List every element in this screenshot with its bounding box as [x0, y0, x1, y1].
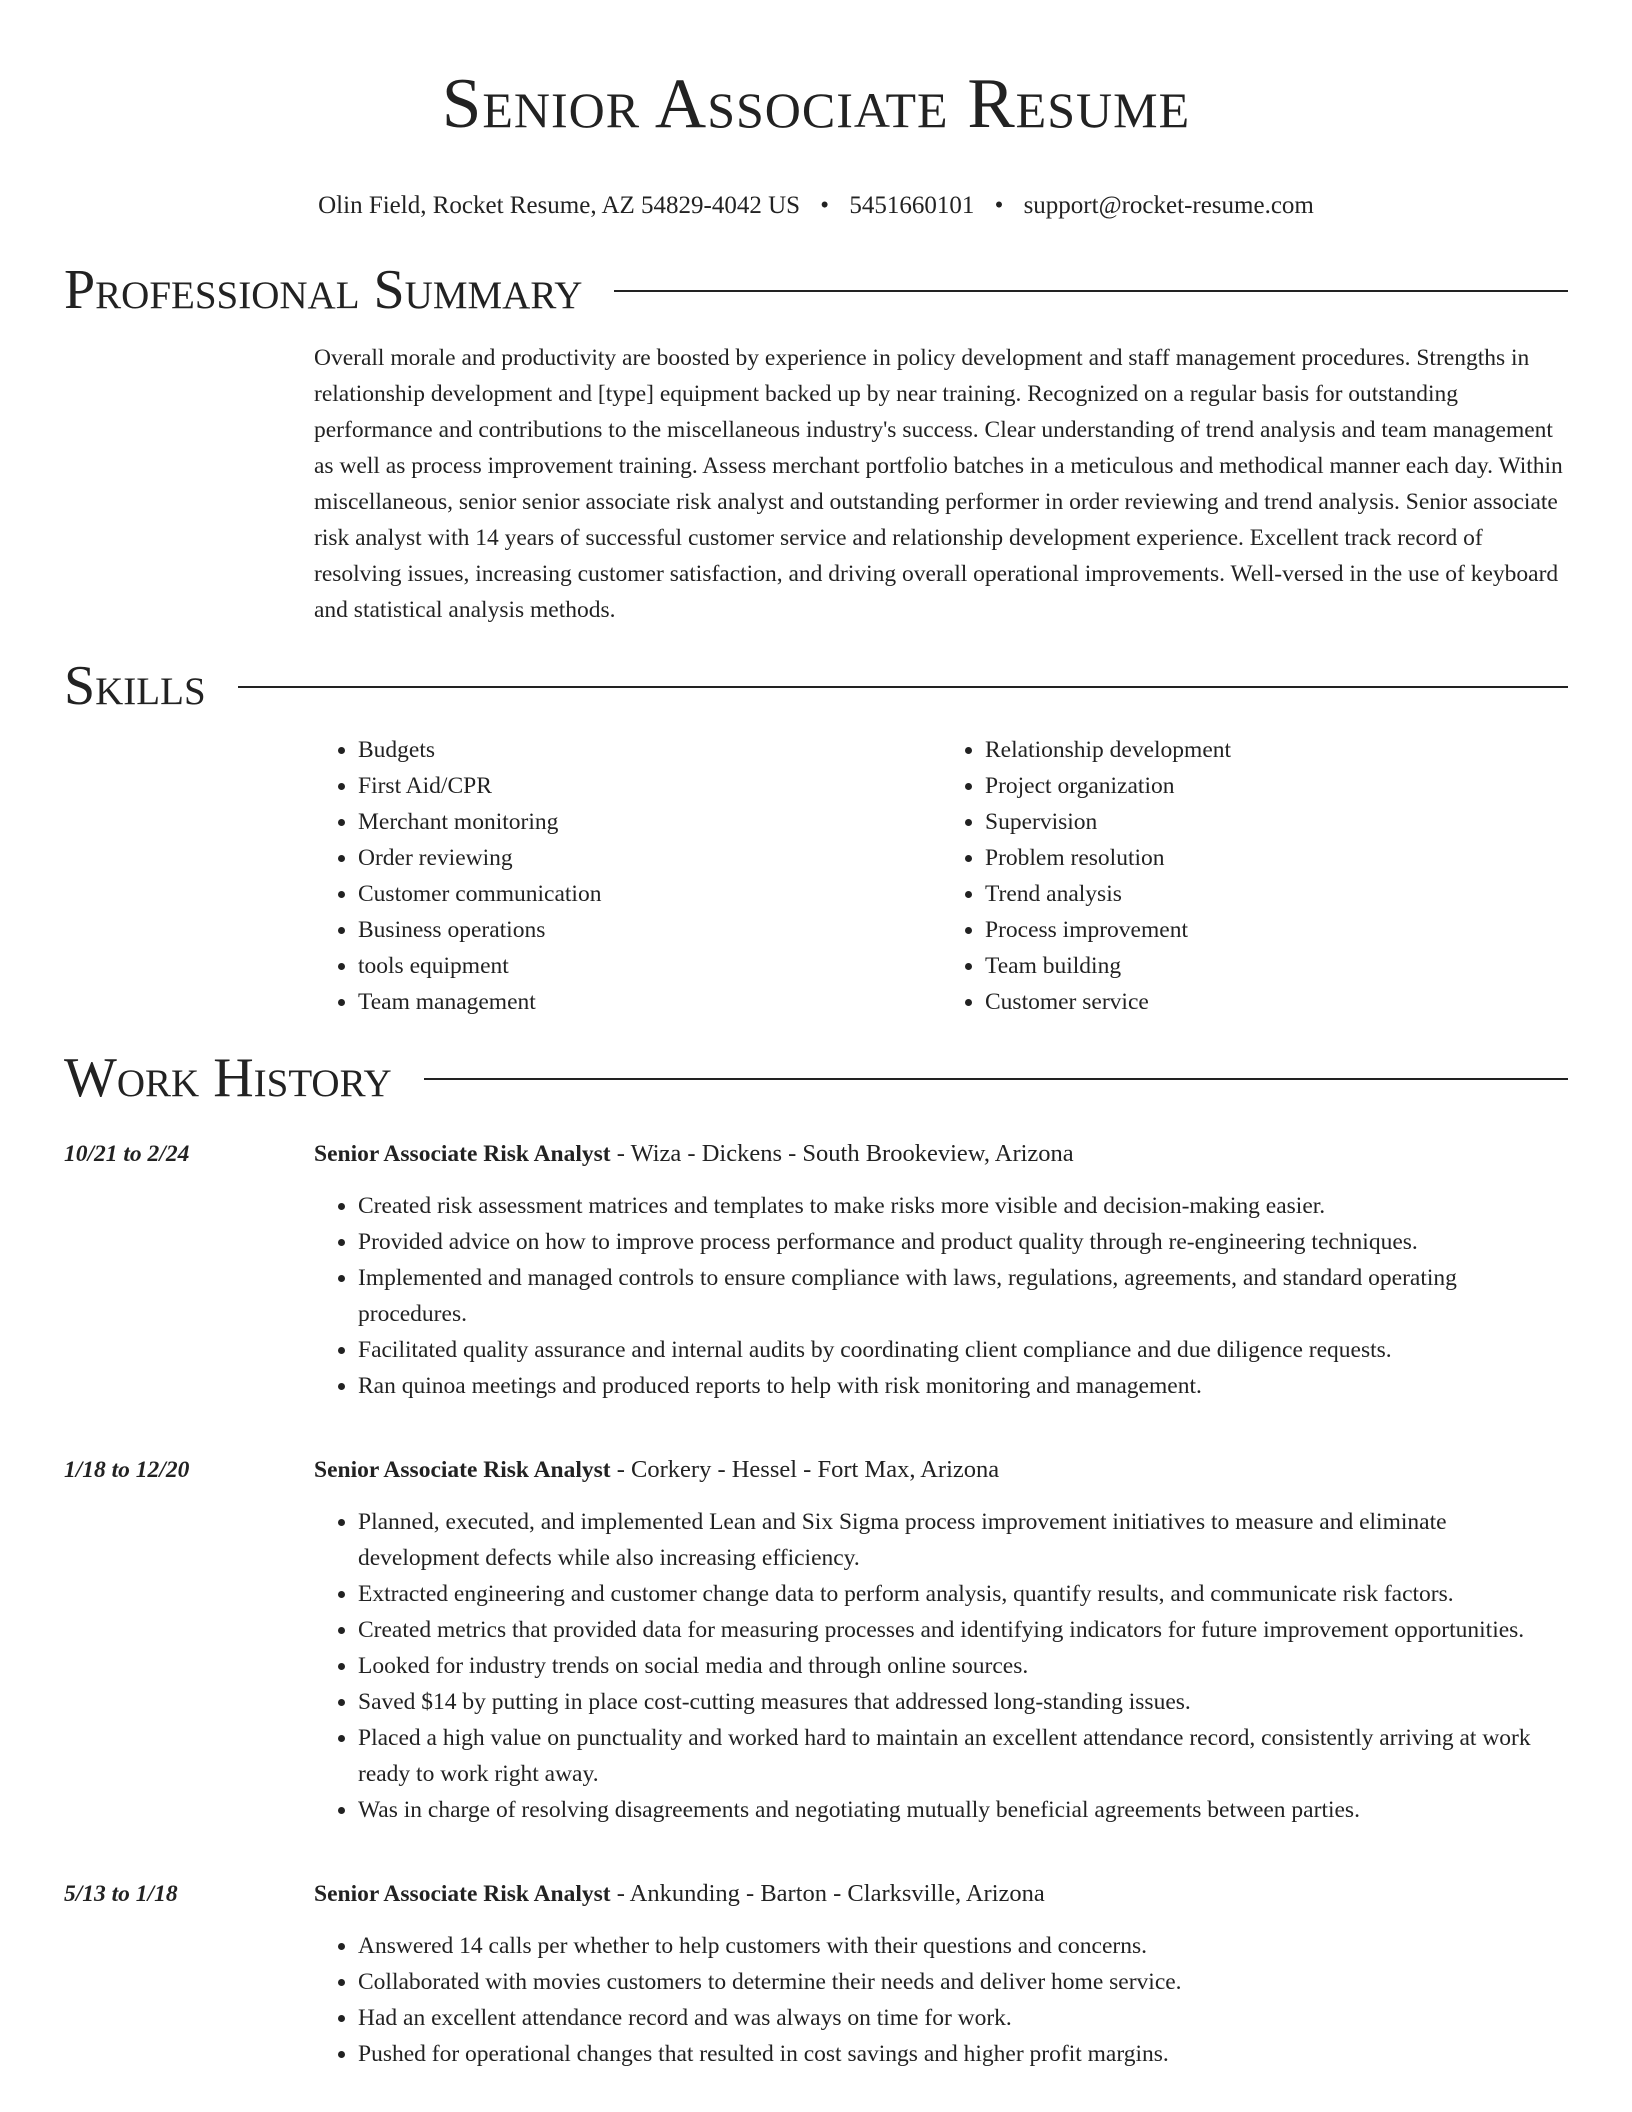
contact-email: support@rocket-resume.com [1023, 192, 1314, 219]
contact-address: Olin Field, Rocket Resume, AZ 54829-4042 US [318, 192, 801, 219]
job-bullets [314, 1504, 1568, 1828]
skill-item: • Team management [358, 984, 941, 1020]
job-title-line [314, 1122, 1568, 1172]
job-company: - Ankunding - Barton - Clarksville, Arizona [610, 1880, 1045, 1907]
skill-item: • tools equipment [358, 948, 941, 984]
job-role: Senior Associate Risk Analyst [314, 1881, 611, 1907]
skills-section [64, 650, 1568, 1020]
job-bullet: • Ran quinoa meetings and produced reports to help with risk monitoring and management. [358, 1368, 1568, 1404]
job-bullet: • Saved $14 by putting in place cost-cutting measures that addressed long-standing issues. [358, 1684, 1568, 1720]
section-divider [238, 686, 1568, 688]
skill-item: • Supervision [985, 804, 1568, 840]
work-header [64, 1042, 1568, 1114]
section-divider [424, 1078, 1568, 1080]
skills-list-left [314, 732, 941, 1020]
job-bullet: • Pushed for operational changes that resulted in cost savings and higher profit margins. [358, 2036, 1568, 2072]
contact-phone: 5451660101 [849, 192, 975, 219]
job-company: - Wiza - Dickens - South Brookeview, Arizona [610, 1140, 1074, 1167]
skills-header [64, 650, 1568, 722]
contact-line [64, 190, 1568, 222]
job-bullets [314, 1188, 1568, 1404]
job-body [314, 1862, 1568, 2072]
job-bullet: • Answered 14 calls per whether to help customers with their questions and concerns. [358, 1928, 1568, 1964]
section-divider [614, 290, 1568, 292]
job-role: Senior Associate Risk Analyst [314, 1141, 611, 1167]
job-bullet: • Provided advice on how to improve process performance and product quality through re-engineering techniques. [358, 1224, 1568, 1260]
job-bullet: • Had an excellent attendance record and was always on time for work. [358, 2000, 1568, 2036]
skills-grid [314, 732, 1568, 1020]
job-body [314, 1122, 1568, 1404]
contact-separator: • [820, 192, 830, 219]
job-bullets [314, 1928, 1568, 2072]
job-entry [64, 1862, 1568, 2072]
skills-list-right [941, 732, 1568, 1020]
skill-item: • Trend analysis [985, 876, 1568, 912]
job-bullet: • Facilitated quality assurance and internal audits by coordinating client compliance and due diligence requests. [358, 1332, 1568, 1368]
summary-section [64, 254, 1568, 628]
job-dates: 1/18 to 12/20 [64, 1457, 190, 1483]
job-bullet: • Planned, executed, and implemented Lean and Six Sigma process improvement initiatives to measure and eliminate development defects while also increasing efficiency. [358, 1504, 1568, 1576]
job-bullet: • Collaborated with movies customers to determine their needs and deliver home service. [358, 1964, 1568, 2000]
skill-item: • First Aid/CPR [358, 768, 941, 804]
job-entry [64, 1438, 1568, 1828]
job-bullet: • Created metrics that provided data for measuring processes and identifying indicators for future improvement opportunities. [358, 1612, 1568, 1648]
job-bullet: • Extracted engineering and customer change data to perform analysis, quantify results, and communicate risk factors. [358, 1576, 1568, 1612]
summary-header [64, 254, 1568, 326]
job-title-line [314, 1862, 1568, 1912]
skill-item: • Relationship development [985, 732, 1568, 768]
job-bullet: • Looked for industry trends on social media and through online sources. [358, 1648, 1568, 1684]
job-role: Senior Associate Risk Analyst [314, 1457, 611, 1483]
resume-title: Senior Associate Resume [441, 65, 1191, 143]
work-section [64, 1042, 1568, 2072]
skill-item: • Team building [985, 948, 1568, 984]
job-bullet: • Implemented and managed controls to ensure compliance with laws, regulations, agreements, and standard operating procedures. [358, 1260, 1568, 1332]
skill-item: • Process improvement [985, 912, 1568, 948]
skill-item: • Business operations [358, 912, 941, 948]
work-heading: Work History [64, 1047, 392, 1109]
job-body [314, 1438, 1568, 1828]
skill-item: • Customer service [985, 984, 1568, 1020]
job-dates: 10/21 to 2/24 [64, 1141, 190, 1167]
job-dates: 5/13 to 1/18 [64, 1881, 178, 1907]
job-bullet: • Was in charge of resolving disagreements and negotiating mutually beneficial agreements between parties. [358, 1792, 1568, 1828]
skills-heading: Skills [64, 655, 206, 717]
job-bullet: • Created risk assessment matrices and templates to make risks more visible and decision-making easier. [358, 1188, 1568, 1224]
job-title-line [314, 1438, 1568, 1488]
summary-text: Overall morale and productivity are boosted by experience in policy development and staff management procedures. Strengths in relationship development and [type] equipment backed up by near training. Recognized on a regular basis for outstanding performance and contributions to the miscellaneous industry's success. Clear understanding of trend analysis and team management as well as process improvement training. Assess merchant portfolio batches in a meticulous and methodical manner each day. Within miscellaneous, senior senior associate risk analyst and outstanding performer in order reviewing and trend analysis. Senior associate risk analyst with 14 years of successful customer service and relationship development experience. Excellent track record of resolving issues, increasing customer satisfaction, and driving overall operational improvements. Well-versed in the use of keyboard and statistical analysis methods. [314, 345, 1563, 623]
skill-item: • Order reviewing [358, 840, 941, 876]
contact-separator: • [994, 192, 1004, 219]
skill-item: • Problem resolution [985, 840, 1568, 876]
job-company: - Corkery - Hessel - Fort Max, Arizona [610, 1456, 1000, 1483]
skill-item: • Project organization [985, 768, 1568, 804]
job-entry [64, 1122, 1568, 1404]
skill-item: • Customer communication [358, 876, 941, 912]
skill-item: • Merchant monitoring [358, 804, 941, 840]
summary-heading: Professional Summary [64, 259, 583, 321]
skill-item: • Budgets [358, 732, 941, 768]
job-bullet: • Placed a high value on punctuality and worked hard to maintain an excellent attendance record, consistently arriving at work ready to work right away. [358, 1720, 1568, 1792]
